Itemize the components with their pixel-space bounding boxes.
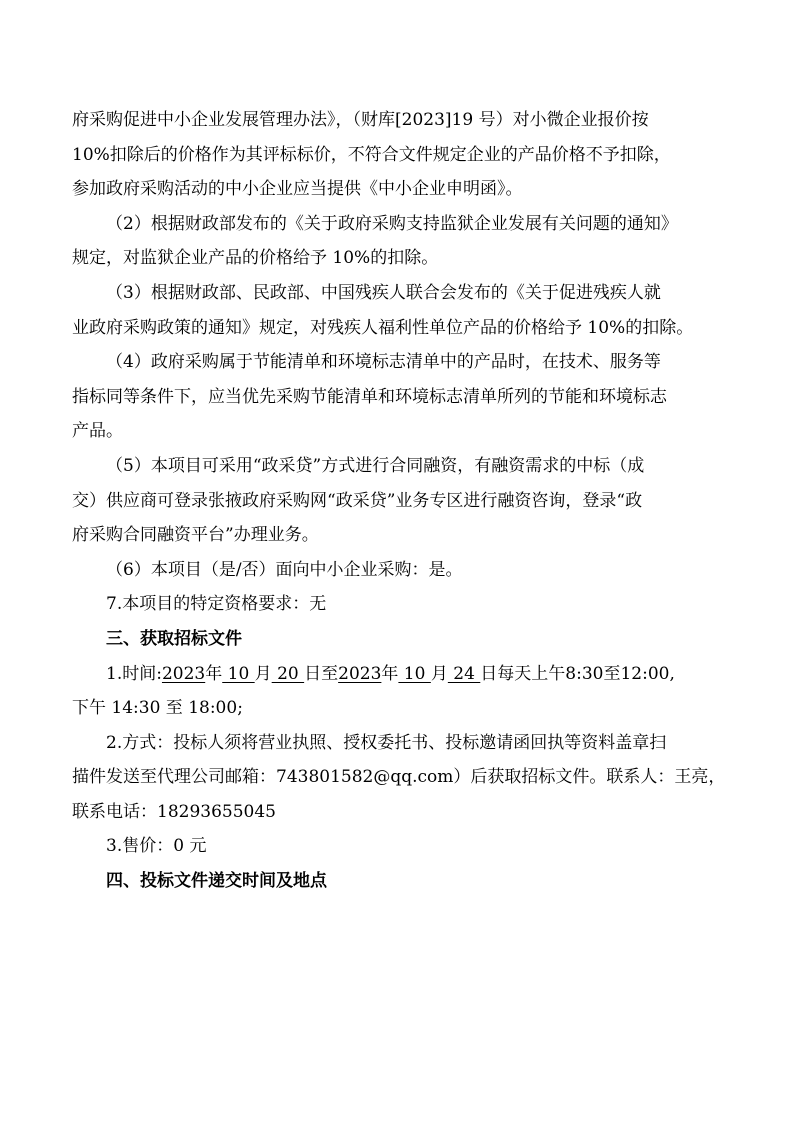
- text-line: 产品。: [72, 421, 123, 442]
- text-line: （5）本项目可采用“政采贷”方式进行合同融资，有融资需求的中标（成: [106, 455, 645, 476]
- text-line: 10%扣除后的价格作为其评标标价，不符合文件规定企业的产品价格不予扣除，: [72, 144, 671, 165]
- paragraph-time: [72, 657, 724, 726]
- year-char-2: 年: [381, 663, 399, 684]
- time-prefix: 1.时间:: [106, 663, 162, 684]
- paragraph-item-4: [72, 345, 724, 449]
- start-year: 2023: [161, 663, 206, 684]
- text-line: 指标同等条件下，应当优先采购节能清单和环境标志清单所列的节能和环境标志: [72, 386, 667, 407]
- month-char: 月: [254, 663, 272, 684]
- year-char: 年: [205, 663, 223, 684]
- start-day: 20: [271, 663, 305, 684]
- end-day: 24: [447, 663, 481, 684]
- time-line: [72, 657, 724, 692]
- paragraph-item-3: [72, 276, 724, 345]
- paragraph-item-7: 7.本项目的特定资格要求：无: [106, 594, 327, 615]
- text-line: 2.方式：投标人须将营业执照、授权委托书、投标邀请函回执等资料盖章扫: [106, 732, 667, 753]
- end-month: 10: [398, 663, 431, 684]
- text-line: 联系电话：18293655045: [72, 801, 276, 822]
- text-line: 参加政府采购活动的中小企业应当提供《中小企业申明函》。: [72, 179, 523, 200]
- text-line: （4）政府采购属于节能清单和环境标志清单中的产品时，在技术、服务等: [106, 352, 661, 373]
- paragraph-item-2: [72, 207, 724, 276]
- text-line: 描件发送至代理公司邮箱：743801582@qq.com）后获取招标文件。联系人：王亮，: [72, 767, 726, 788]
- paragraph-price: 3.售价：0 元: [106, 836, 207, 857]
- text-line: （3）根据财政部、民政部、中国残疾人联合会发布的《关于促进残疾人就: [106, 282, 661, 303]
- start-month: 10: [222, 663, 255, 684]
- month-char-2: 月: [430, 663, 448, 684]
- text-line: 下午 14:30 至 18:00;: [72, 698, 243, 719]
- paragraph-item-6: （6）本项目（是/否）面向中小企业采购：是。: [106, 559, 463, 580]
- document-page: [72, 103, 724, 899]
- text-line: 府采购合同融资平台”办理业务。: [72, 525, 319, 546]
- paragraph-sme-policy: [72, 103, 724, 207]
- text-line: 业政府采购政策的通知》规定，对残疾人福利性单位产品的价格给予 10%的扣除。: [72, 317, 694, 338]
- paragraph-method: [72, 726, 724, 830]
- text-line: （2）根据财政部发布的《关于政府采购支持监狱企业发展有关问题的通知》: [106, 213, 678, 234]
- text-line: 规定，对监狱企业产品的价格给予 10%的扣除。: [72, 248, 439, 269]
- text-line: 府采购促进中小企业发展管理办法》，（财库[2023]19 号）对小微企业报价按: [72, 110, 649, 130]
- end-year: 2023: [338, 663, 382, 684]
- section-heading-4: 四、投标文件递交时间及地点: [106, 871, 327, 892]
- time-suffix: 日每天上午8:30至12:00,: [480, 663, 675, 684]
- section-heading-3: 三、获取招标文件: [106, 628, 242, 649]
- paragraph-item-5: [72, 449, 724, 553]
- text-line: 交）供应商可登录张掖政府采购网“政采贷”业务专区进行融资咨询，登录“政: [72, 490, 643, 511]
- day-to-char: 日至: [304, 663, 339, 684]
